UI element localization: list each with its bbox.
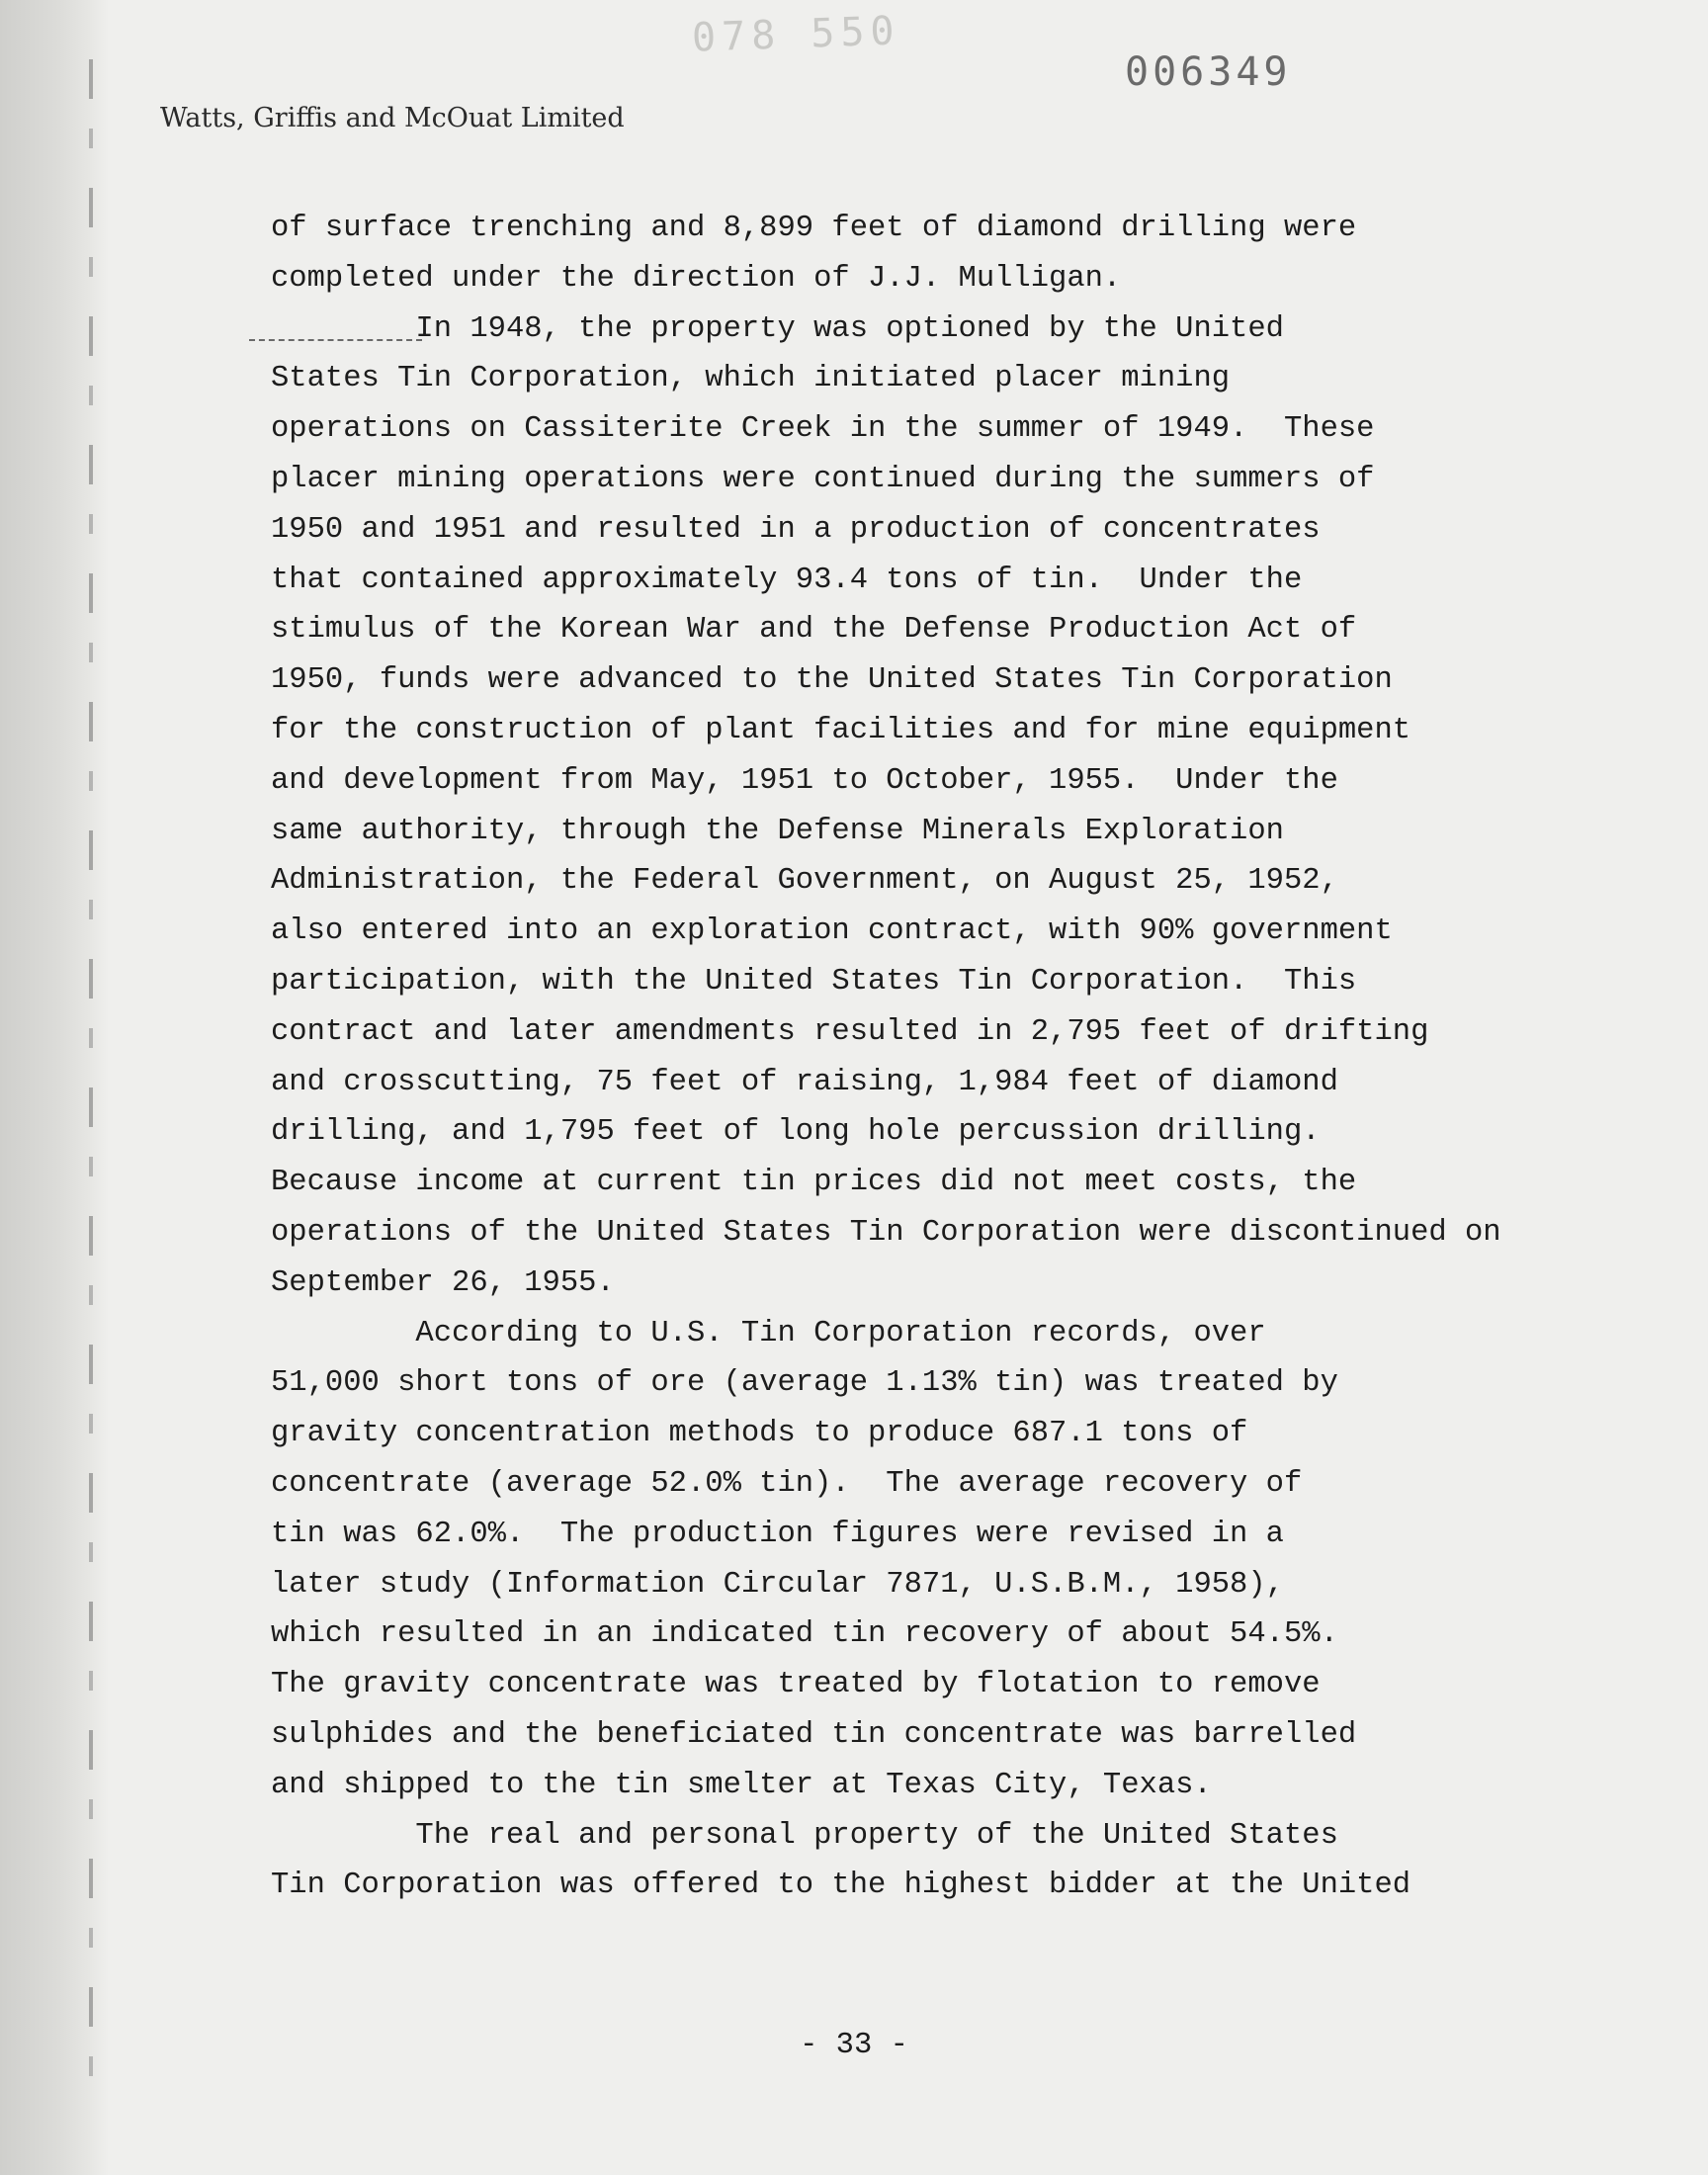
text-line: States Tin Corporation, which initiated placer mining: [271, 362, 1231, 396]
text-line: later study (Information Circular 7871, U.S.B.M., 1958),: [271, 1567, 1284, 1602]
text-line: gravity concentration methods to produce 687.1 tons of: [271, 1417, 1248, 1451]
binding-holes-mark: [89, 59, 93, 2116]
text-line: Administration, the Federal Government, on August 25, 1952,: [271, 864, 1338, 899]
text-line: and development from May, 1951 to October, 1955. Under the: [271, 763, 1338, 798]
text-line: and crosscutting, 75 feet of raising, 1,984 feet of diamond: [271, 1065, 1338, 1099]
body-text: [271, 204, 1674, 1911]
text-line: 1950, funds were advanced to the United States Tin Corporation: [271, 663, 1393, 698]
text-line: also entered into an exploration contract, with 90% government: [271, 914, 1393, 949]
text-line: that contained approximately 93.4 tons of tin. Under the: [271, 563, 1303, 597]
text-line: contract and later amendments resulted in 2,795 feet of drifting: [271, 1014, 1429, 1049]
text-line: participation, with the United States Tin Corporation. This: [271, 964, 1357, 999]
page-number: - 33 -: [800, 2029, 908, 2062]
text-line: tin was 62.0%. The production figures were revised in a: [271, 1517, 1284, 1551]
letterhead: Watts, Griffis and McOuat Limited: [160, 103, 625, 133]
text-line: sulphides and the beneficiated tin concentrate was barrelled: [271, 1717, 1357, 1752]
faded-stamp-number: 078 550: [691, 8, 901, 61]
text-line: completed under the direction of J.J. Mulligan.: [271, 261, 1122, 296]
text-line: The gravity concentrate was treated by flotation to remove: [271, 1668, 1321, 1702]
text-line: for the construction of plant facilities and for mine equipment: [271, 713, 1411, 747]
text-line: According to U.S. Tin Corporation records, over: [271, 1316, 1266, 1350]
text-line: concentrate (average 52.0% tin). The average recovery of: [271, 1466, 1303, 1501]
text-line: September 26, 1955.: [271, 1265, 615, 1300]
text-line: same authority, through the Defense Minerals Exploration: [271, 814, 1284, 848]
text-line: operations on Cassiterite Creek in the summer of 1949. These: [271, 412, 1375, 447]
text-line: In 1948, the property was optioned by the United: [271, 311, 1284, 346]
document-number: 006349: [1125, 49, 1292, 95]
text-line: and shipped to the tin smelter at Texas City, Texas.: [271, 1768, 1212, 1802]
text-line: 51,000 short tons of ore (average 1.13% tin) was treated by: [271, 1366, 1338, 1401]
text-line: drilling, and 1,795 feet of long hole percussion drilling.: [271, 1115, 1321, 1150]
text-line: 1950 and 1951 and resulted in a production of concentrates: [271, 512, 1321, 547]
text-line: Because income at current tin prices did not meet costs, the: [271, 1166, 1357, 1200]
text-line: of surface trenching and 8,899 feet of diamond drilling were: [271, 212, 1357, 245]
text-line: Tin Corporation was offered to the highest bidder at the United: [271, 1869, 1411, 1903]
text-line: placer mining operations were continued during the summers of: [271, 462, 1375, 496]
text-line: operations of the United States Tin Corporation were discontinued on: [271, 1215, 1501, 1250]
text-line: The real and personal property of the United States: [271, 1818, 1338, 1853]
text-line: stimulus of the Korean War and the Defense Production Act of: [271, 613, 1357, 648]
text-line: which resulted in an indicated tin recovery of about 54.5%.: [271, 1617, 1338, 1652]
